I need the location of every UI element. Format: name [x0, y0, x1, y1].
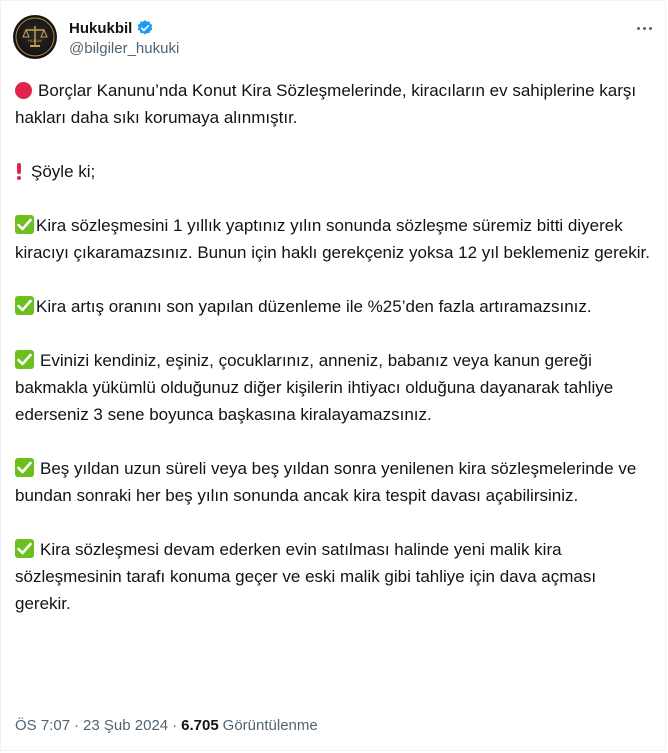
paragraph-intro — [15, 77, 655, 131]
paragraph-item — [15, 293, 655, 320]
display-name[interactable]: Hukukbil — [69, 19, 133, 37]
name-row — [69, 17, 154, 39]
paragraph-item — [15, 347, 655, 428]
paragraph-text: Kira sözleşmesini 1 yıllık yaptınız yılın sonunda sözleşme süremiz bitti diyerek kiracıyı çıkaramazsınız. Bunun için haklı gerekçeniz yoksa 12 yıl beklemeniz gerekir. — [15, 216, 650, 262]
check-mark-icon — [15, 458, 34, 477]
verified-badge-icon[interactable] — [136, 19, 154, 37]
paragraph-item — [15, 536, 655, 617]
paragraph-text: Evinizi kendiniz, eşiniz, çocuklarınız, anneniz, babanız veya kanun gereği bakmakla yükümlü olduğunuz diğer kişilerin ihtiyacı olduğuna dayanarak tahliye ederseniz 3 sene boyunca başkasına kiralayamazsınız. — [15, 351, 618, 424]
exclamation-icon — [15, 163, 23, 180]
user-handle[interactable]: @bilgiler_hukuki — [69, 40, 180, 57]
tweet-meta — [15, 717, 318, 734]
tweet-text — [15, 77, 655, 644]
paragraph-text: Beş yıldan uzun süreli veya beş yıldan sonra yenilenen kira sözleşmelerinde ve bundan sonraki her beş yılın sonunda ancak kira tespit davası açabilirsiniz. — [15, 459, 642, 505]
avatar-logo-text: HUKUK — [27, 38, 43, 43]
red-circle-icon — [15, 82, 32, 99]
meta-separator: · — [172, 717, 178, 734]
views-count[interactable]: 6.705 — [181, 717, 219, 734]
paragraph-item — [15, 455, 655, 509]
paragraph-text: Kira artış oranını son yapılan düzenleme ile %25’den fazla artıramazsınız. — [36, 297, 592, 316]
check-mark-icon — [15, 539, 34, 558]
paragraph-text: Borçlar Kanunu’nda Konut Kira Sözleşmelerinde, kiracıların ev sahiplerine karşı hakları daha sıkı korumaya alınmıştır. — [15, 81, 641, 127]
paragraph-text: Kira sözleşmesi devam ederken evin satılması halinde yeni malik kira sözleşmesinin tarafı konuma geçer ve eski malik gibi tahliye için dava açması gerekir. — [15, 540, 601, 613]
views-label: Görüntülenme — [222, 717, 318, 734]
paragraph-item — [15, 212, 655, 266]
tweet-date[interactable]: 23 Şub 2024 — [83, 717, 169, 734]
scales-of-justice-logo — [13, 15, 57, 59]
check-mark-icon — [15, 296, 34, 315]
tweet-time[interactable]: ÖS 7:07 — [15, 717, 71, 734]
tweet-header — [13, 15, 657, 63]
check-mark-icon — [15, 350, 34, 369]
paragraph-lead — [15, 158, 655, 185]
paragraph-text: Şöyle ki; — [31, 162, 96, 181]
more-options-icon[interactable] — [631, 17, 657, 39]
avatar[interactable] — [13, 15, 57, 59]
meta-separator: · — [74, 717, 80, 734]
check-mark-icon — [15, 215, 34, 234]
